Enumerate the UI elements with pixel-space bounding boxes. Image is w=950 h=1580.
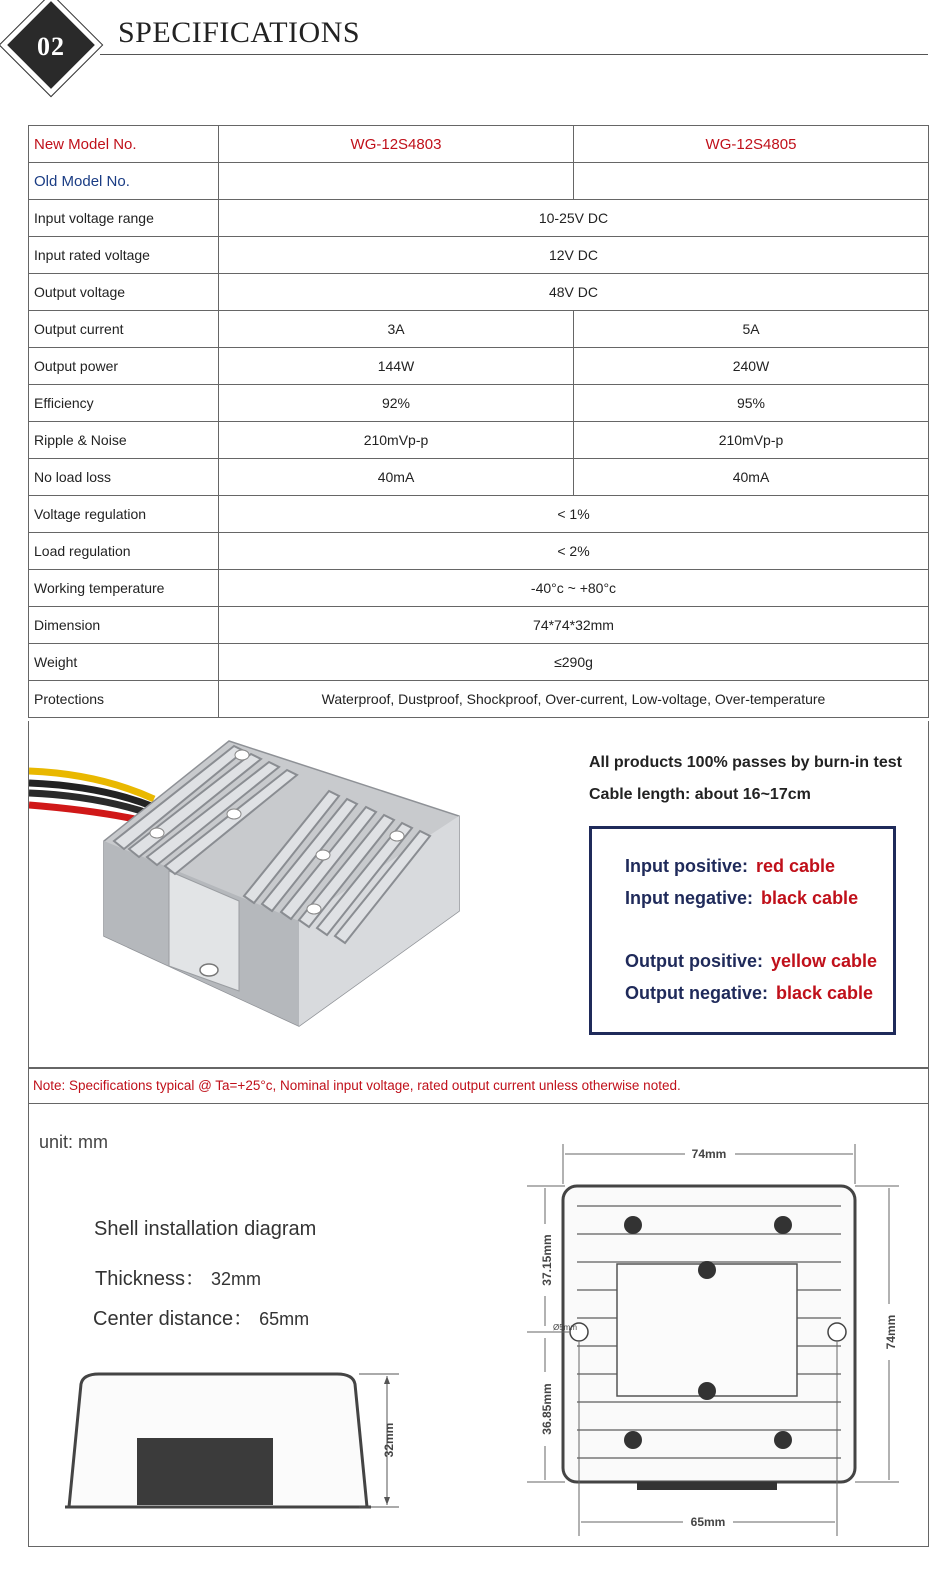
hole-diameter-label: Ø5mm — [553, 1323, 577, 1332]
row-value-a: 210mVp-p — [219, 422, 574, 459]
row-value: 10-25V DC — [219, 200, 929, 237]
row-label: Input voltage range — [29, 200, 219, 237]
input-negative-label: Input negative: — [625, 888, 754, 908]
burn-in-info — [589, 747, 902, 811]
row-label: Dimension — [29, 607, 219, 644]
row-label: Input rated voltage — [29, 237, 219, 274]
model-a: WG-12S4803 — [219, 126, 574, 163]
center-distance-value: 65mm — [259, 1309, 310, 1329]
row-value: ≤290g — [219, 644, 929, 681]
input-positive — [625, 856, 835, 877]
row-label: Weight — [29, 644, 219, 681]
row-label: Old Model No. — [29, 163, 219, 200]
bottom-distance-label: 65mm — [690, 1515, 726, 1529]
row-label: Ripple & Noise — [29, 422, 219, 459]
table-row — [29, 163, 929, 200]
row-value: < 2% — [219, 533, 929, 570]
row-value-b: 210mVp-p — [574, 422, 929, 459]
input-positive-value: red cable — [756, 856, 836, 876]
output-positive-label: Output positive: — [625, 951, 763, 971]
row-value-a: 40mA — [219, 459, 574, 496]
output-negative-value: black cable — [776, 983, 874, 1003]
unit-label: unit: mm — [39, 1132, 109, 1152]
row-label: Protections — [29, 681, 219, 718]
input-positive-label: Input positive: — [625, 856, 748, 876]
product-photo — [29, 721, 499, 1051]
output-positive-value: yellow cable — [771, 951, 878, 971]
page-title: SPECIFICATIONS — [118, 16, 361, 49]
top-view-drawing — [507, 1134, 907, 1544]
thickness-label: Thickness： — [95, 1268, 206, 1290]
table-row — [29, 274, 929, 311]
row-label: Output voltage — [29, 274, 219, 311]
row-value-a: 144W — [219, 348, 574, 385]
old-model-b — [574, 163, 929, 200]
table-row — [29, 237, 929, 274]
thickness-info — [95, 1262, 261, 1291]
output-negative-label: Output negative: — [625, 983, 768, 1003]
table-row — [29, 607, 929, 644]
table-row — [29, 533, 929, 570]
product-panel — [28, 721, 929, 1068]
table-row — [29, 200, 929, 237]
burn-in-text: All products 100% passes by burn-in test — [589, 754, 902, 771]
table-row — [29, 348, 929, 385]
row-value-b: 5A — [574, 311, 929, 348]
cable-length-text: Cable length: about 16~17cm — [589, 786, 811, 803]
spec-table — [28, 125, 929, 718]
top-width-label: 74mm — [691, 1147, 727, 1161]
upper-distance-label: 37.15mm — [540, 1234, 554, 1286]
model-b: WG-12S4805 — [574, 126, 929, 163]
right-height-label: 74mm — [884, 1314, 898, 1350]
section-header — [0, 0, 950, 110]
row-value: 12V DC — [219, 237, 929, 274]
row-value-b: 240W — [574, 348, 929, 385]
output-negative — [625, 983, 873, 1004]
table-row — [29, 570, 929, 607]
input-negative — [625, 888, 858, 909]
row-value-a: 3A — [219, 311, 574, 348]
table-row — [29, 644, 929, 681]
section-number: 02 — [37, 32, 65, 61]
table-row — [29, 311, 929, 348]
center-distance-label: Center distance： — [93, 1308, 254, 1330]
row-label: New Model No. — [29, 126, 219, 163]
row-value-b: 95% — [574, 385, 929, 422]
spec-note: Note: Specifications typical @ Ta=+25°c, Nominal input voltage, rated output current unless otherwise noted. — [28, 1068, 929, 1104]
table-row — [29, 385, 929, 422]
wiring-legend — [589, 826, 896, 1035]
table-row — [29, 681, 929, 718]
row-label: Output power — [29, 348, 219, 385]
row-value-a: 92% — [219, 385, 574, 422]
shell-title: Shell installation diagram — [94, 1218, 317, 1240]
thickness-value: 32mm — [211, 1269, 262, 1289]
table-row — [29, 496, 929, 533]
dimension-diagram-panel — [28, 1104, 929, 1547]
row-label: Working temperature — [29, 570, 219, 607]
input-negative-value: black cable — [761, 888, 859, 908]
row-value: 74*74*32mm — [219, 607, 929, 644]
row-label: Output current — [29, 311, 219, 348]
row-value: Waterproof, Dustproof, Shockproof, Over-current, Low-voltage, Over-temperature — [219, 681, 929, 718]
old-model-a — [219, 163, 574, 200]
table-row — [29, 422, 929, 459]
row-value: 48V DC — [219, 274, 929, 311]
row-label: No load loss — [29, 459, 219, 496]
row-value: -40°c ~ +80°c — [219, 570, 929, 607]
row-value: < 1% — [219, 496, 929, 533]
table-row — [29, 459, 929, 496]
side-height-label: 32mm — [382, 1422, 396, 1458]
row-label: Load regulation — [29, 533, 219, 570]
side-view-drawing — [59, 1372, 429, 1522]
row-label: Efficiency — [29, 385, 219, 422]
table-row — [29, 126, 929, 163]
lower-distance-label: 36.85mm — [540, 1383, 554, 1435]
row-label: Voltage regulation — [29, 496, 219, 533]
center-distance-info — [93, 1302, 309, 1331]
output-positive — [625, 951, 877, 972]
row-value-b: 40mA — [574, 459, 929, 496]
title-divider — [100, 54, 928, 55]
